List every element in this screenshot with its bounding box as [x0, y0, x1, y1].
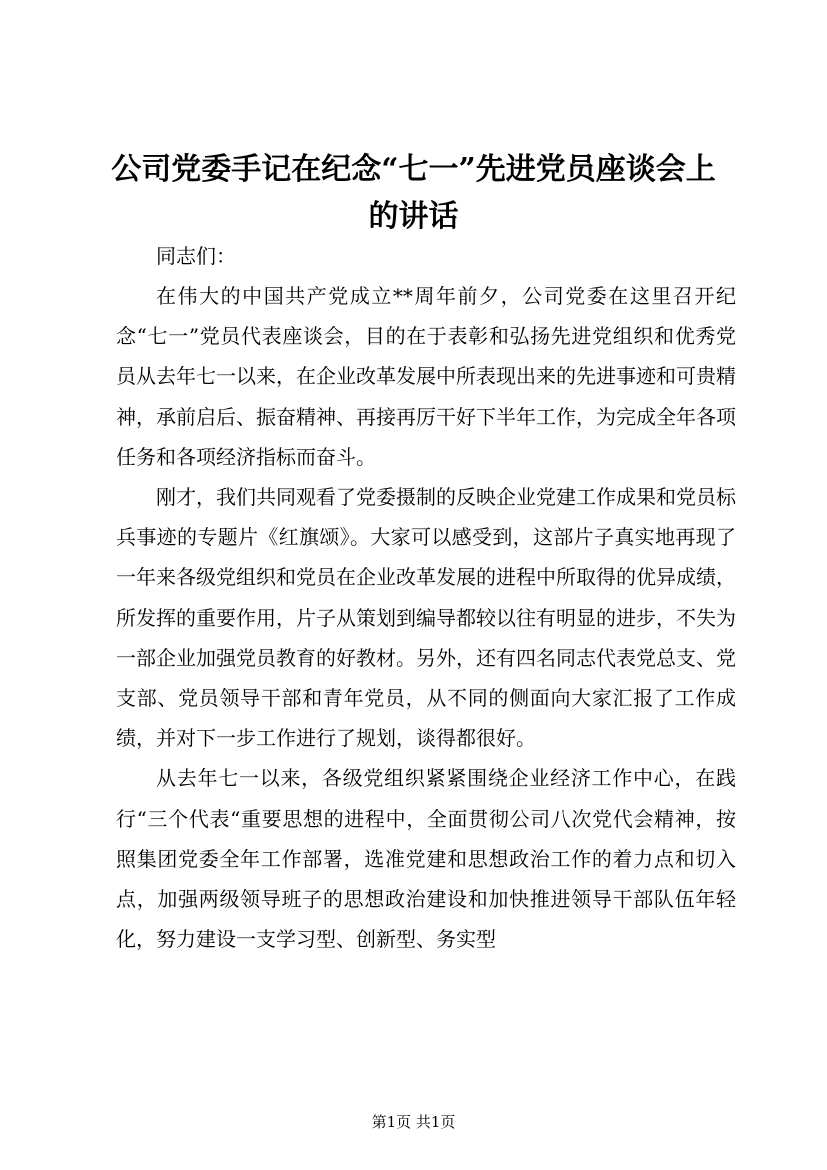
paragraph-2: 刚才，我们共同观看了党委摄制的反映企业党建工作成果和党员标兵事迹的专题片《红旗颂》。大家可以感受到，这部片子真实地再现了一年来各级党组织和党员在企业改革发展的进程中所取得的优异成绩，所发挥的重要作用，片子从策划到编导都较以往有明显的进步，不失为一部企业加强党员教育的好教材。另外，还有四名同志代表党总支、党支部、党员领导干部和青年党员，从不同的侧面向大家汇报了工作成绩，并对下一步工作进行了规划，谈得都很好。	[116, 485, 736, 751]
document-body	[116, 236, 736, 959]
salutation: 同志们：	[156, 244, 236, 268]
document-title: 公司党委手记在纪念“七一”先进党员座谈会上的讲话	[111, 152, 716, 234]
paragraph-1: 在伟大的中国共产党成立**周年前夕，公司党委在这里召开纪念“七一”党员代表座谈会，目的在于表彰和弘扬先进党组织和优秀党员从去年七一以来，在企业改革发展中所表现出来的先进事迹和可贵精神，承前启后、振奋精神、再接再厉干好下半年工作，为完成全年各项任务和各项经济指标而奋斗。	[116, 284, 736, 469]
page-footer: 第1页 共1页	[371, 1113, 456, 1131]
paragraph-3: 从去年七一以来，各级党组织紧紧围绕企业经济工作中心，在践行“三个代表“重要思想的进程中，全面贯彻公司八次党代会精神，按照集团党委全年工作部署，选准党建和思想政治工作的着力点和切入点，加强两级领导班子的思想政治建设和加快推进领导干部队伍年轻化，努力建设一支学习型、创新型、务实型	[116, 766, 736, 952]
